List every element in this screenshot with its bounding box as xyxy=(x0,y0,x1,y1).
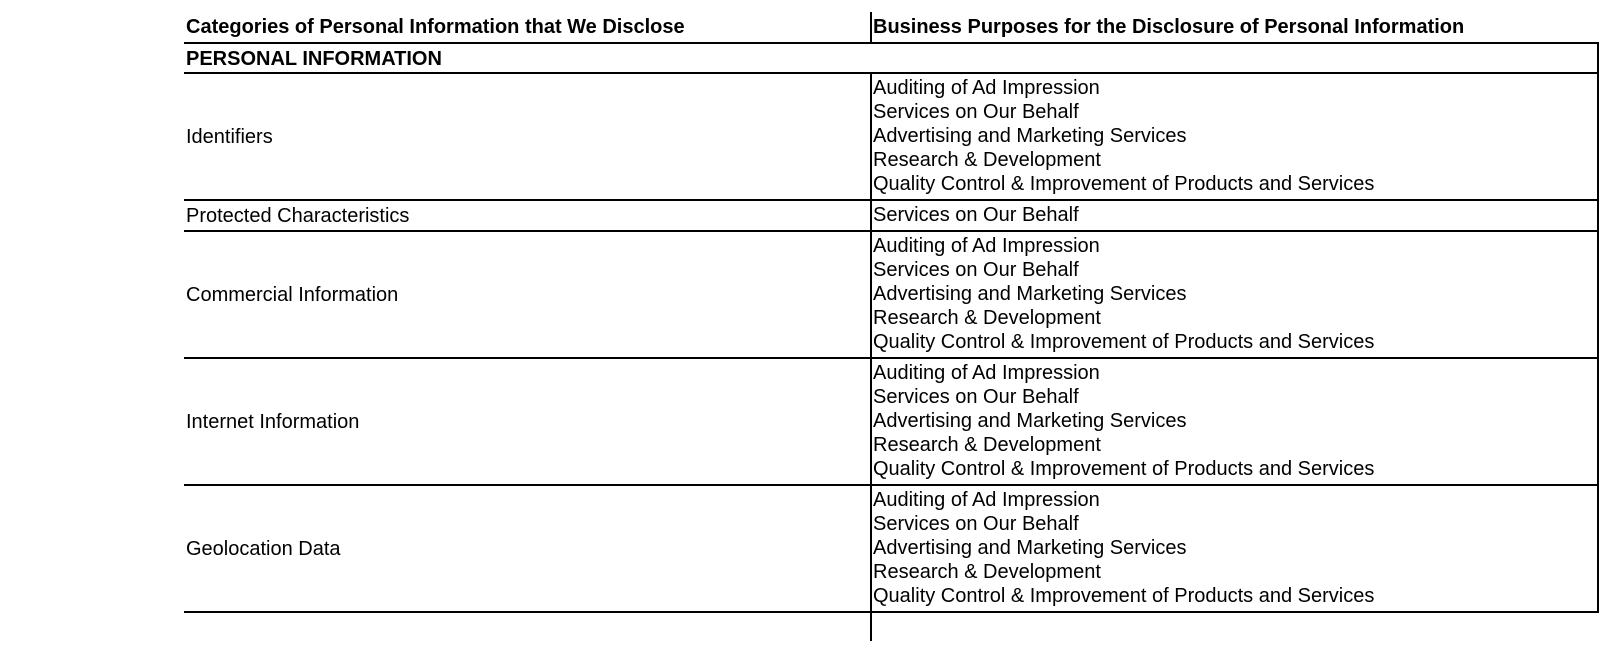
purpose-item: Quality Control & Improvement of Products and Services xyxy=(873,458,1375,480)
table-header-row xyxy=(184,12,1599,44)
table-row xyxy=(184,74,1599,201)
purpose-item: Advertising and Marketing Services xyxy=(873,125,1187,147)
category-cell: Geolocation Data xyxy=(186,537,341,560)
purpose-item: Auditing of Ad Impression xyxy=(873,489,1100,511)
purpose-item: Research & Development xyxy=(873,149,1101,171)
purposes-cell xyxy=(870,74,1599,199)
category-cell: Identifiers xyxy=(186,125,273,148)
disclosure-table xyxy=(184,12,1599,613)
purposes-column-header: Business Purposes for the Disclosure of Personal Information xyxy=(870,12,1599,42)
purposes-cell xyxy=(870,359,1599,484)
purpose-item: Research & Development xyxy=(873,561,1101,583)
purpose-item: Services on Our Behalf xyxy=(873,204,1079,226)
purposes-cell xyxy=(870,486,1599,611)
table-body xyxy=(184,74,1599,613)
table-row xyxy=(184,232,1599,359)
section-title: PERSONAL INFORMATION xyxy=(184,44,1599,74)
category-cell: Internet Information xyxy=(186,410,360,433)
purposes-cell xyxy=(870,232,1599,357)
purpose-item: Auditing of Ad Impression xyxy=(873,235,1100,257)
purposes-cell xyxy=(870,201,1599,230)
purpose-item: Auditing of Ad Impression xyxy=(873,362,1100,384)
category-cell: Protected Characteristics xyxy=(186,204,410,227)
categories-column-header: Categories of Personal Information that We Disclose xyxy=(186,16,685,38)
purpose-item: Services on Our Behalf xyxy=(873,513,1079,535)
purpose-item: Advertising and Marketing Services xyxy=(873,410,1187,432)
purpose-item: Services on Our Behalf xyxy=(873,386,1079,408)
purpose-item: Advertising and Marketing Services xyxy=(873,537,1187,559)
category-cell: Commercial Information xyxy=(186,283,399,306)
purpose-item: Quality Control & Improvement of Products and Services xyxy=(873,173,1375,195)
purpose-item: Services on Our Behalf xyxy=(873,259,1079,281)
column-divider-tail xyxy=(870,613,872,641)
purpose-item: Quality Control & Improvement of Products and Services xyxy=(873,585,1375,607)
purpose-item: Quality Control & Improvement of Products and Services xyxy=(873,331,1375,353)
purpose-item: Research & Development xyxy=(873,307,1101,329)
table-row xyxy=(184,486,1599,613)
purpose-item: Research & Development xyxy=(873,434,1101,456)
table-row xyxy=(184,201,1599,232)
purpose-item: Advertising and Marketing Services xyxy=(873,283,1187,305)
table-row xyxy=(184,359,1599,486)
purpose-item: Services on Our Behalf xyxy=(873,101,1079,123)
purpose-item: Auditing of Ad Impression xyxy=(873,77,1100,99)
